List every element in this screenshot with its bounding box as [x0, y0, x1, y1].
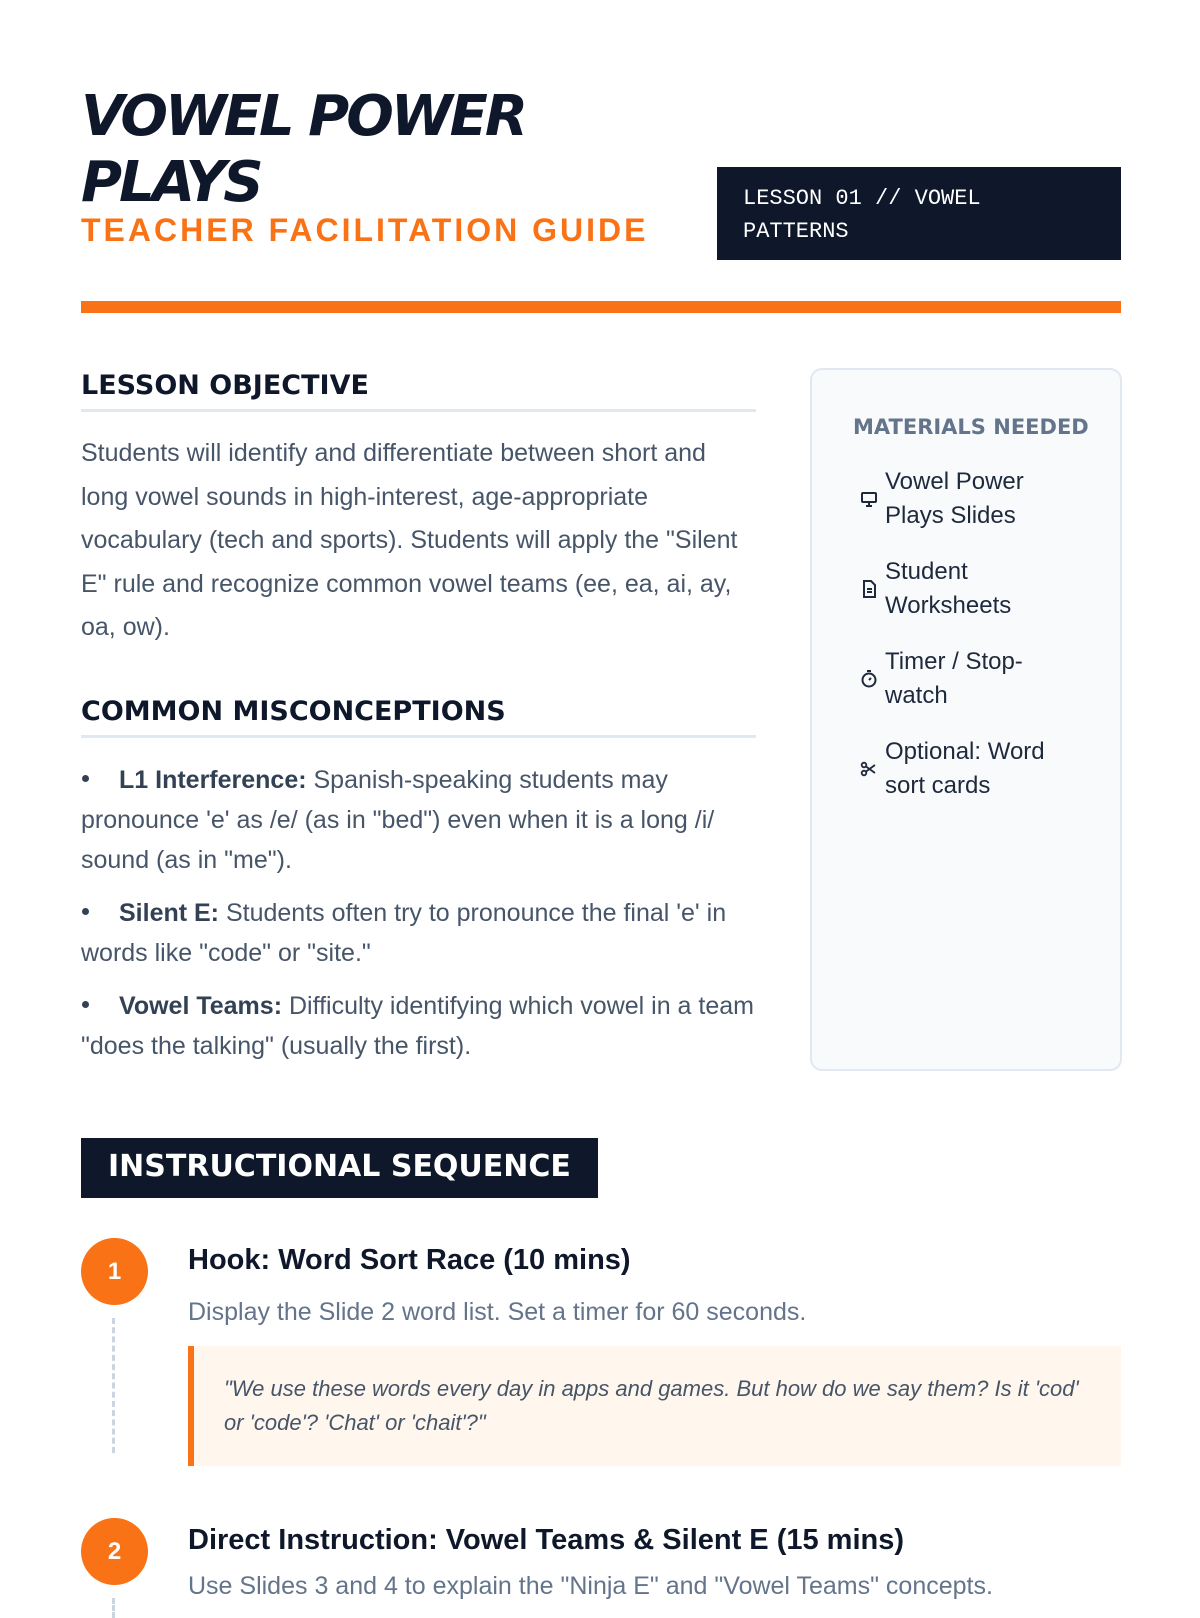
- item-text: Students often try to pronounce the final 'e' in words like "code" or "site.": [81, 898, 727, 967]
- misconceptions-heading: COMMON MISCONCEPTIONS: [81, 696, 756, 738]
- bullet: [82, 1001, 89, 1008]
- item-text: Spanish-speaking students may pronounce 'e' as /e/ (as in "bed") even when it is a long /i/ sound (as in "me").: [81, 765, 715, 874]
- item-term: L1 Interference:: [119, 765, 307, 794]
- timeline-connector: [112, 1598, 115, 1618]
- stopwatch-icon: [853, 669, 885, 689]
- item-term: Silent E:: [119, 898, 220, 927]
- item-term: Vowel Teams:: [119, 991, 283, 1020]
- bullet: [82, 775, 89, 782]
- page-subtitle: TEACHER FACILITATION GUIDE: [81, 212, 649, 248]
- step-description: Use Slides 3 and 4 to explain the "Ninja E" and "Vowel Teams" concepts.: [188, 1572, 993, 1600]
- page-title: VOWEL POWER PLAYS: [81, 84, 525, 215]
- list-item: [81, 893, 756, 973]
- bullet: [82, 908, 89, 915]
- objective-text: Students will identify and differentiate between short and long vowel sounds in high-interest, age-appropriate vocabulary (tech and sports). Students will apply the "Silent E" rule and recognize common vowel teams (ee, ea, ai, ay, oa, ow).: [81, 439, 738, 641]
- list-item: [81, 760, 756, 880]
- objective-heading: LESSON OBJECTIVE: [81, 370, 756, 412]
- step-number: 1: [81, 1238, 148, 1305]
- material-label: Optional: Word sort cards: [885, 738, 1045, 799]
- sequence-step: [81, 1238, 1121, 1478]
- document-icon: [853, 579, 885, 599]
- material-item: [853, 735, 1120, 803]
- material-item: [853, 645, 1120, 713]
- step-title: Direct Instruction: Vowel Teams & Silent E (15 mins): [188, 1524, 905, 1556]
- material-item: [853, 555, 1120, 623]
- material-label: Timer / Stop-watch: [885, 648, 1023, 709]
- item-text: Difficulty identifying which vowel in a team "does the talking" (usually the first).: [81, 991, 754, 1060]
- lesson-badge: LESSON 01 // VOWEL PATTERNS: [717, 167, 1121, 260]
- misconceptions-list: [81, 760, 756, 1066]
- scissors-icon: [853, 759, 885, 779]
- main-column: [81, 370, 756, 1079]
- step-description: Display the Slide 2 word list. Set a timer for 60 seconds.: [188, 1298, 807, 1326]
- monitor-icon: [853, 489, 885, 509]
- header-divider: [81, 301, 1121, 313]
- materials-heading: MATERIALS NEEDED: [853, 415, 1089, 439]
- sequence-heading: INSTRUCTIONAL SEQUENCE: [81, 1138, 598, 1198]
- list-item: [81, 986, 756, 1066]
- materials-panel: [810, 368, 1122, 1071]
- teacher-script-quote: "We use these words every day in apps and games. But how do we say them? Is it 'cod' or 'code'? 'Chat' or 'chait'?": [188, 1346, 1121, 1466]
- timeline-connector: [112, 1318, 115, 1453]
- step-number: 2: [81, 1518, 148, 1585]
- sequence-step: [81, 1518, 1121, 1608]
- material-label: Vowel Power Plays Slides: [885, 468, 1024, 529]
- step-title: Hook: Word Sort Race (10 mins): [188, 1244, 631, 1276]
- material-item: [853, 465, 1120, 533]
- material-label: Student Worksheets: [885, 558, 1012, 619]
